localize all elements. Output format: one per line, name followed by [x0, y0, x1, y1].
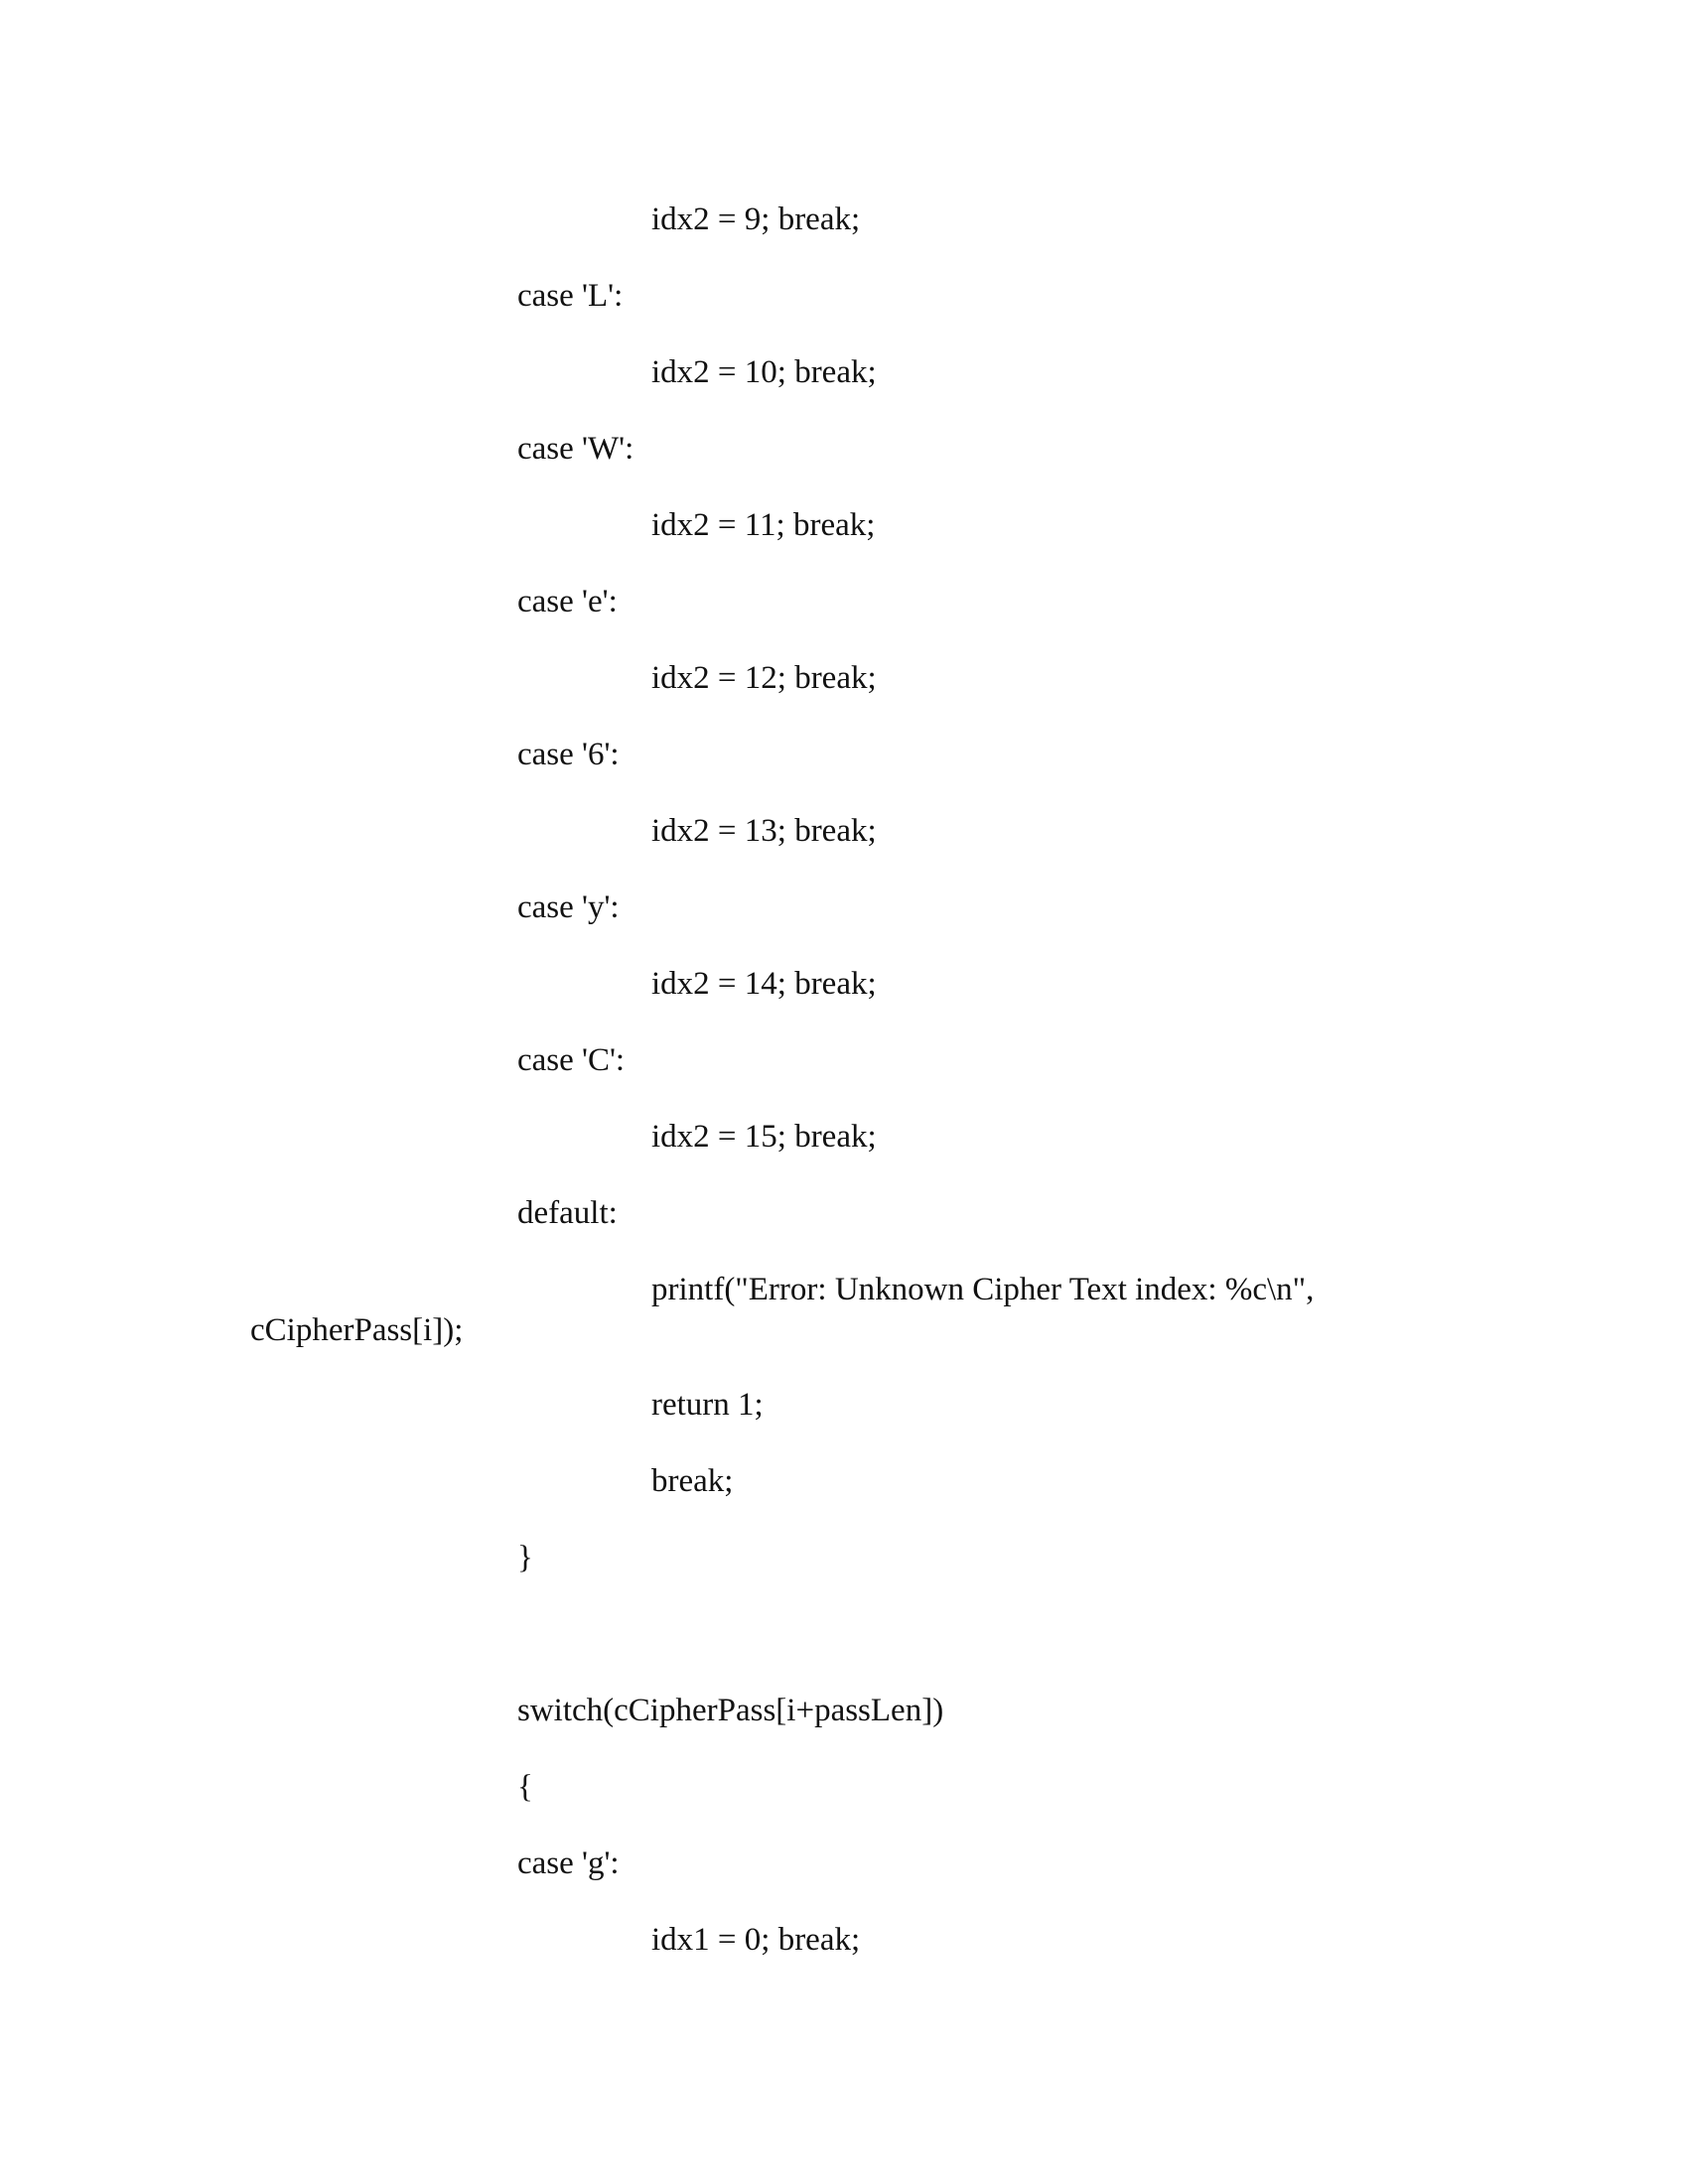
- code-line: case 'e':: [517, 584, 618, 619]
- code-line: idx2 = 11; break;: [651, 507, 876, 543]
- code-line: {: [517, 1769, 533, 1805]
- code-line: idx2 = 10; break;: [651, 354, 877, 390]
- code-line: idx1 = 0; break;: [651, 1922, 861, 1958]
- code-line: default:: [517, 1195, 618, 1231]
- code-line: return 1;: [651, 1387, 764, 1423]
- code-line: switch(cCipherPass[i+passLen]): [517, 1693, 944, 1728]
- code-line: idx2 = 12; break;: [651, 660, 877, 696]
- code-line: idx2 = 13; break;: [651, 813, 877, 849]
- code-line: printf("Error: Unknown Cipher Text index: %c\n",: [651, 1272, 1315, 1307]
- code-line: idx2 = 14; break;: [651, 966, 877, 1002]
- code-line: idx2 = 9; break;: [651, 202, 861, 237]
- code-line: case 'y':: [517, 889, 620, 925]
- code-line: break;: [651, 1463, 734, 1499]
- code-line: }: [517, 1540, 533, 1575]
- code-line: case 'C':: [517, 1042, 626, 1078]
- code-line: case 'W':: [517, 431, 634, 467]
- code-line: cCipherPass[i]);: [250, 1312, 464, 1348]
- code-line: idx2 = 15; break;: [651, 1119, 877, 1155]
- code-line: case '6':: [517, 737, 620, 772]
- code-line: case 'g':: [517, 1845, 620, 1881]
- code-line: case 'L':: [517, 278, 624, 314]
